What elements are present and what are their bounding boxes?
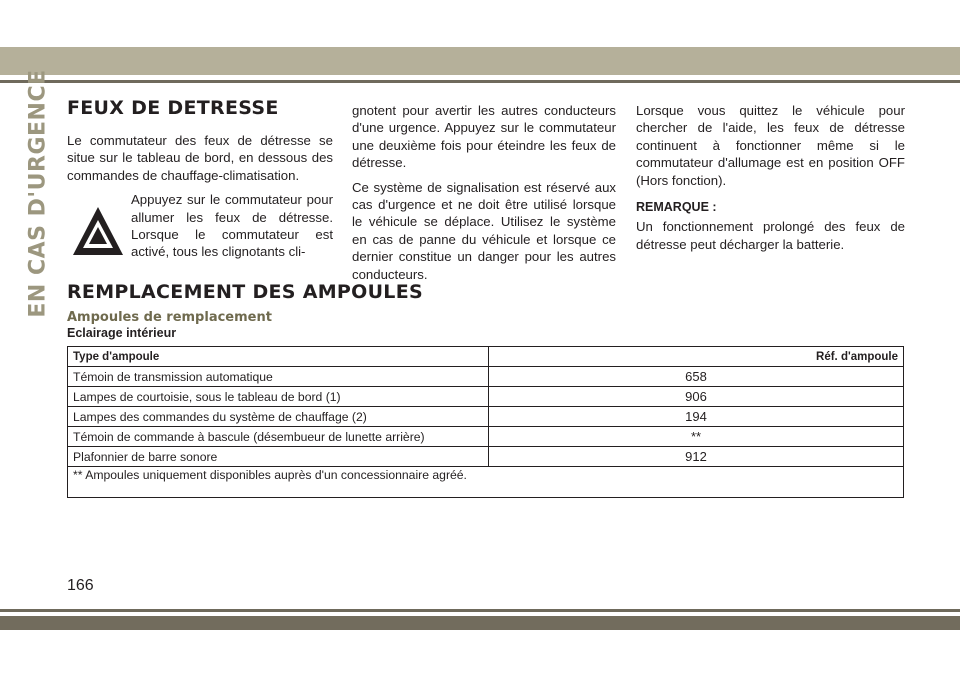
bulbs-title: REMPLACEMENT DES AMPOULES [67, 281, 423, 303]
bulb-type-cell: Témoin de commande à bascule (désembueur de lunette arrière) [68, 427, 489, 447]
table-header-row [68, 347, 904, 367]
section-side-tab [22, 68, 54, 318]
hazard-paragraph-continued: gnotent pour avertir les autres conducteurs d'une urgence. Appuyez sur le commutateur une deuxième fois pour éteindre les feux de détresse. [352, 103, 616, 171]
column-3 [636, 102, 905, 260]
remark-title: REMARQUE : [636, 200, 717, 215]
bulb-table [67, 346, 904, 498]
header-rule [0, 80, 960, 83]
hazard-switch-block [67, 191, 333, 265]
table-row [68, 387, 904, 407]
bulb-ref-cell: 912 [489, 447, 904, 467]
table-footnote: ** Ampoules uniquement disponibles auprès d'un concessionnaire agréé. [68, 467, 904, 498]
footer-rule [0, 609, 960, 612]
header-bulb-type: Type d'ampoule [68, 347, 489, 367]
hazard-switch-text: Appuyez sur le commutateur pour allumer les feux de détresse. Lorsque le commutateur est activé, tous les clignotants cli- [131, 192, 333, 260]
table-row [68, 367, 904, 387]
bulb-type-cell: Témoin de transmission automatique [68, 367, 489, 387]
bulb-ref-cell: 194 [489, 407, 904, 427]
hazard-intro: Le commutateur des feux de détresse se situe sur le tableau de bord, en dessous des commandes de chauffage-climatisation. [67, 133, 333, 183]
hazard-title: FEUX DE DETRESSE [67, 97, 279, 119]
interior-lighting-heading: Eclairage intérieur [67, 326, 177, 340]
bulb-type-cell: Lampes de courtoisie, sous le tableau de bord (1) [68, 387, 489, 407]
bulb-type-cell: Lampes des commandes du système de chauffage (2) [68, 407, 489, 427]
header-bulb-ref: Réf. d'ampoule [489, 347, 904, 367]
hazard-triangle-icon [67, 201, 129, 265]
column-2 [352, 102, 616, 290]
bulb-ref-cell: 658 [489, 367, 904, 387]
header-bar [0, 47, 960, 75]
section-side-tab-label: EN CAS D'URGENCE [25, 68, 51, 318]
table-row [68, 427, 904, 447]
table-row [68, 407, 904, 427]
table-row [68, 447, 904, 467]
bulb-ref-cell: 906 [489, 387, 904, 407]
column-1 [67, 96, 333, 265]
table-footnote-row [68, 467, 904, 498]
page-number: 166 [67, 577, 94, 594]
remark-text: Un fonctionnement prolongé des feux de détresse peut décharger la batterie. [636, 219, 905, 252]
bulbs-subtitle: Ampoules de remplacement [67, 310, 272, 325]
bulb-ref-cell: ** [489, 427, 904, 447]
bulb-type-cell: Plafonnier de barre sonore [68, 447, 489, 467]
footer-bar [0, 616, 960, 630]
hazard-usage-paragraph: Ce système de signalisation est réservé aux cas d'urgence et ne doit être utilisé lorsque le véhicule se déplace. Utilisez le système en cas de panne du véhicule et lorsque ce dernier constitue un danger pour les autres conducteurs. [352, 179, 616, 282]
hazard-ignition-paragraph: Lorsque vous quittez le véhicule pour chercher de l'aide, les feux de détresse continuent à fonctionner même si le commutateur d'allumage est en position OFF (Hors fonction). [636, 103, 905, 188]
